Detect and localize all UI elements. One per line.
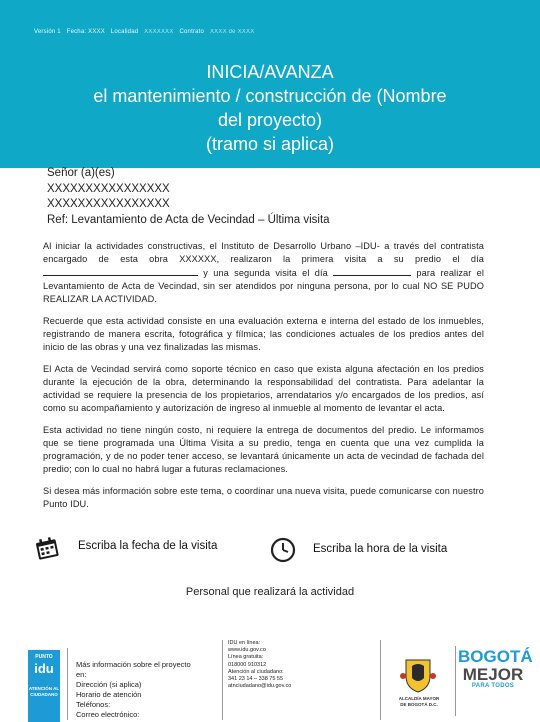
contact-line: Atención al ciudadano: (228, 668, 284, 675)
alcaldia-line: ALCALDÍA MAYOR (398, 696, 440, 701)
paragraph-1-part-c: para realizar el Levantamiento de Acta de Vecindad, sin ser atendidos por ninguna persona, por lo cual NO SE PUDO REALIZAR LA ACTIVIDAD. (43, 268, 485, 304)
paragraph-more-info: Si desea más información sobre este tema, o coordinar una nueva visita, puede comunicarse con nuestro Punto IDU. (43, 486, 484, 509)
paragraph-activity-description: Recuerde que esta actividad consiste en una evaluación externa e interna del estado de los inmuebles, registrando de manera escrita, fotográfica y fílmica; las condiciones actuales de los predios antes del inicio de las obras y una vez finalizadas las mismas. (43, 316, 484, 352)
first-visit-date-blank (43, 266, 198, 276)
alcaldia-line: DE BOGOTÁ D.C. (400, 701, 438, 707)
meta-date: Fecha: XXXX (66, 29, 105, 35)
recipient-line-1: XXXXXXXXXXXXXXXX (47, 182, 170, 195)
salutation: Señor (a)(es) (47, 167, 115, 179)
paragraph-acta-purpose: El Acta de Vecindad servirá como soporte técnico en caso que exista alguna afectación en los predios durante la ejecución de la obra, determinando la responsabilidad del contratista. Para adelantar la actividad se requiere la presencia de los propietarios, arrendatarios y/o encargados de los predios, así como su acompañamiento y autorización de ingreso al inmueble al momento de levantar el acta. (43, 364, 484, 413)
footer (0, 640, 540, 720)
recipient-line-2: XXXXXXXXXXXXXXXX (47, 198, 170, 210)
contact-line: Línea gratuita: (228, 654, 264, 661)
calendar-icon (34, 535, 60, 561)
meta-locality-value: XXXXXXX (144, 29, 174, 35)
title-line-4: (tramo si aplica) (205, 134, 335, 154)
meta-contract: Contrato (179, 29, 205, 35)
info-line: Correo electrónico: (76, 710, 140, 719)
footer-divider (380, 640, 381, 720)
alcaldia-label (386, 696, 452, 707)
personnel-label: Personal que realizará la actividad (185, 586, 355, 598)
header-banner (0, 0, 540, 168)
paragraph-first-visit (43, 240, 484, 306)
meta-locality: Localidad (110, 29, 139, 35)
document-title (0, 60, 540, 156)
contact-info (228, 640, 291, 690)
paragraph-1-part-a: Al iniciar la actividades constructivas, el Instituto de Desarrollo Urbano –IDU- a través del contratista encargado de esta obra XXXXXX, realizaron la primera visita a su predio el día (43, 241, 484, 264)
paragraph-1-part-b: y una segunda visita el día (203, 268, 328, 278)
punto-idu-logo (28, 650, 60, 722)
meta-version: Versión 1 (34, 29, 61, 35)
contact-line: www.idu.gov.co (228, 647, 266, 654)
contact-line: 018000 910312 (228, 661, 267, 668)
title-line-3: del proyecto) (217, 110, 323, 130)
bogota-mejor-logo (458, 647, 533, 690)
footer-divider (222, 640, 223, 720)
info-line: Dirección (si aplica) (76, 680, 142, 689)
second-visit-date-blank (333, 266, 411, 276)
bogota-coat-of-arms-icon (398, 656, 438, 694)
info-line: en: (76, 670, 87, 679)
info-line: Horario de atención (76, 690, 142, 699)
address-block (47, 166, 330, 228)
document-meta-line (34, 29, 258, 35)
title-line-1: INICIA/AVANZA (206, 62, 334, 82)
info-line: Más información sobre el proyecto (76, 660, 191, 669)
info-line: Teléfonos: (76, 700, 111, 709)
footer-divider (455, 646, 456, 716)
visit-schedule-row (0, 535, 540, 565)
bogota-logo-line-2: MEJOR (462, 665, 524, 684)
contact-line: atnciudadano@idu.gov.co (228, 683, 292, 690)
meta-contract-value: XXXX de XXXX (209, 29, 255, 35)
logo-main-text: idu (34, 661, 54, 676)
logo-top-text: PUNTO (35, 654, 53, 660)
visit-date-prompt: Escriba la fecha de la visita (78, 540, 218, 552)
contact-line: IDU en línea: (228, 640, 261, 646)
project-info (76, 660, 191, 720)
bogota-logo-line-1: BOGOTÁ (458, 647, 533, 666)
visit-time-prompt: Escriba la hora de la visita (313, 543, 448, 555)
letter-body (43, 240, 484, 520)
paragraph-no-cost: Esta actividad no tiene ningún costo, ni requiere la entrega de documentos del predio. Le informamos que se tiene programada una Última Visita a su predio, tenga en cuenta que una vez cumplida la programación, y de no poder tener acceso, se levantará únicamente un acta de vecindad de fachada del predio; con lo cual no habrá lugar a futuras reclamaciones. (43, 425, 484, 474)
bogota-logo-line-3: PARA TODOS (471, 683, 515, 689)
footer-divider (67, 648, 68, 720)
logo-bottom-text: ATENCIÓN AL CIUDADANO (28, 686, 60, 697)
reference-line: Ref: Levantamiento de Acta de Vecindad – Última visita (47, 213, 330, 226)
clock-icon (270, 537, 296, 563)
title-line-2: el mantenimiento / construcción de (Nombre (93, 86, 447, 106)
contact-line: 341 23 14 – 338 75 55 (228, 676, 284, 683)
